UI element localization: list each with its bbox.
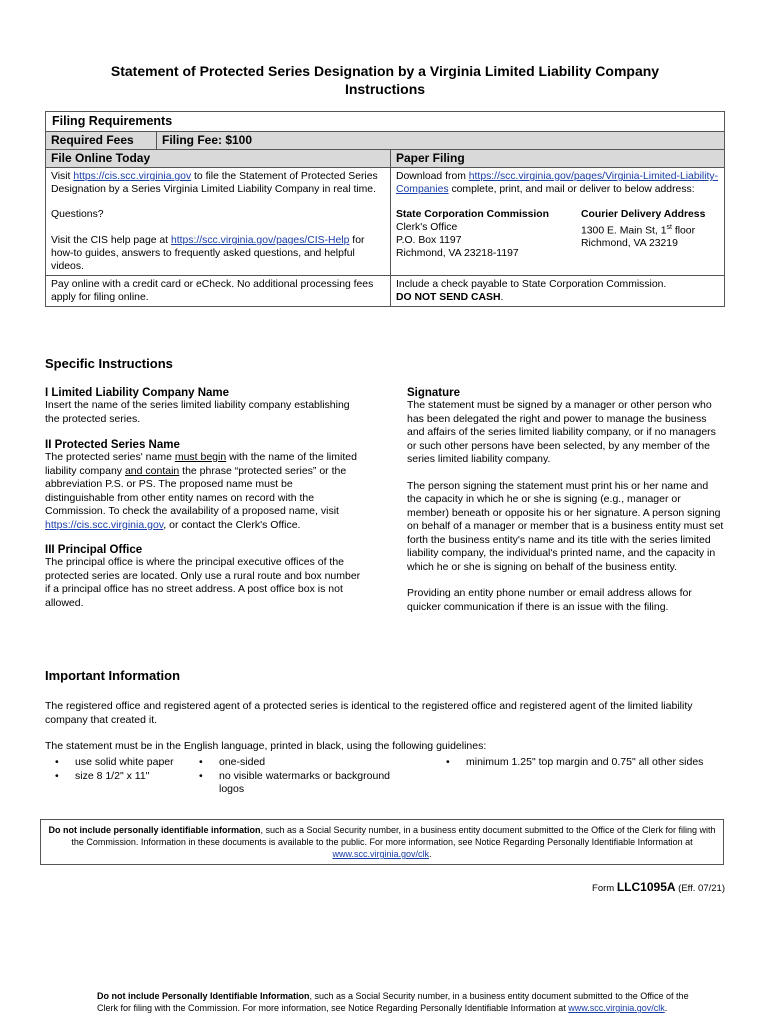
scc-title: State Corporation Commission [396,209,549,220]
signature-paragraph-2: The person signing the statement must print his or her name and the capacity in which he or she is signing (e.g., manager or member) beneath or opposite his or her signature. A person signing on behalf of a manager or member that is a business entity must set forth the business entity's name and its title with the series limited liability company, the individual's printed name, and the capacity in which he or she is signing on behalf of the business entity. [407,479,724,573]
check-payment-text: Include a check payable to State Corporation Commission. DO NOT SEND CASH. [391,276,725,307]
guidelines-column-1 [55,756,195,783]
scc-line3: Richmond, VA 23218-1197 [396,248,519,259]
section-2-text: The protected series' name must begin with the name of the limited liability company and contain the phrase “protected series” or the abbreviation P.S. or PS. The proposed name must be distinguishable from other entity names on record with the Commission. To check the availability of a proposed name, visit https://cis.scc.virginia.gov, or contact the Clerk's Office. [45,451,357,531]
form-id: LLC1095A [616,880,676,894]
file-online-heading: File Online Today [46,150,391,168]
online-payment-text: Pay online with a credit card or eCheck. No additional processing fees apply for filing online. [46,276,391,307]
guidelines-column-2 [199,756,414,797]
section-2-title: II Protected Series Name [45,439,180,451]
guideline-item: • one-sided [199,756,266,768]
filing-requirements-table [45,111,725,307]
filing-requirements-heading: Filing Requirements [46,112,725,132]
page-title [40,62,730,98]
no-cash-warning: DO NOT SEND CASH [396,292,501,303]
signature-paragraph-3: Providing an entity phone number or email address allows for quicker communication if there is an issue with the filing. [407,587,692,613]
questions-label: Questions? [51,209,104,220]
online-filing-cell [46,168,391,276]
guideline-item: • size 8 1/2" x 11" [55,769,150,782]
important-information-heading: Important Information [45,668,181,683]
footer-bold: Do not include Personally Identifiable Information [97,991,310,1001]
courier-title: Courier Delivery Address [581,209,706,220]
specific-instructions-heading: Specific Instructions [45,356,173,371]
guideline-item: • use solid white paper [55,756,174,768]
instructions-right-column [407,387,725,614]
page-title-line1: Statement of Protected Series Designation by a Virginia Limited Liability Company [110,63,660,79]
section-1-title: I Limited Liability Company Name [45,387,230,399]
help-text: Visit the CIS help page at https://scc.virginia.gov/pages/CIS-Help for how-to guides, answers to frequently asked questions, and helpful videos. [51,235,365,272]
section-3-text: The principal office is where the principal executive offices of the protected series are located. Only use a rural route and box number if a principal office has no street address. A post office box is not allowed. [45,556,361,609]
footer-clerk-link[interactable]: www.scc.virginia.gov/clk [568,1003,665,1013]
signature-paragraph-1: The statement must be signed by a manager or other person who has been delegated the right and power to manage the business and affairs of the series limited liability company, or if no managers or such other persons have been selected, by any member of the series limited liability company. [407,399,716,465]
required-fees-label: Required Fees [46,132,157,150]
paper-filing-heading: Paper Filing [391,150,725,168]
guideline-item: • no visible watermarks or background logos [199,769,390,795]
page-title-line2: Instructions [344,81,426,97]
courier-line1: 1300 E. Main St, 1st floor [581,224,696,237]
cis-help-link[interactable]: https://scc.virginia.gov/pages/CIS-Help [170,235,350,246]
courier-address [581,208,705,260]
llc-forms-link[interactable]: https://scc.virginia.gov/pages/Virginia-Limited-Liability-Companies [396,171,719,195]
courier-line2: Richmond, VA 23219 [581,238,678,250]
important-paragraph-2: The statement must be in the English language, printed in black, using the following guidelines: [45,740,487,752]
scc-line2: P.O. Box 1197 [396,235,462,246]
section-3-title: III Principal Office [45,544,143,556]
guideline-item: • minimum 1.25" top margin and 0.75" all other sides [446,756,704,768]
guidelines-column-3 [446,756,706,770]
paper-filing-cell [391,168,725,276]
important-paragraph-1: The registered office and registered agent of a protected series is identical to the registered office and registered agent of the limited liability company that created it. [45,700,693,726]
filing-fee-value: Filing Fee: $100 [157,132,725,150]
form-number: Form LLC1095A (Eff. 07/21) [592,880,725,894]
signature-title: Signature [407,387,461,399]
pii-notice-bold: Do not include personally identifiable information [48,825,261,835]
online-visit-text: Visit https://cis.scc.virginia.gov to file the Statement of Protected Series Designation by a Series Virginia Limited Liability Company in real time. [51,171,378,195]
mailing-addresses [396,208,719,260]
scc-line1: Clerk's Office [396,222,458,233]
instructions-left-column [45,387,365,610]
cis-link[interactable]: https://cis.scc.virginia.gov [73,171,192,182]
pii-notice-box: Do not include personally identifiable information, such as a Social Security number, in a business entity document submitted to the Office of the Clerk for filing with the Commission. Information in these documents is available to the public. For more information, see Notice Regarding Personally Identifiable Information at www.scc.virginia.gov/clk. [40,819,724,865]
clerk-notice-link[interactable]: www.scc.virginia.gov/clk [332,849,429,859]
name-availability-link[interactable]: https://cis.scc.virginia.gov [45,518,164,531]
section-1-text: Insert the name of the series limited liability company establishing the protected series. [45,399,350,425]
download-text: Download from https://scc.virginia.gov/pages/Virginia-Limited-Liability-Companies complete, print, and mail or deliver to below address: [396,171,719,195]
footer-notice: Do not include Personally Identifiable Information, such as a Social Security number, in a business entity document submitted to the Office of the Clerk for filing with the Commission. For more information, see Notice Regarding Personally Identifiable Information at www.scc.virginia.gov/clk. [97,991,689,1013]
scc-address [396,208,581,260]
